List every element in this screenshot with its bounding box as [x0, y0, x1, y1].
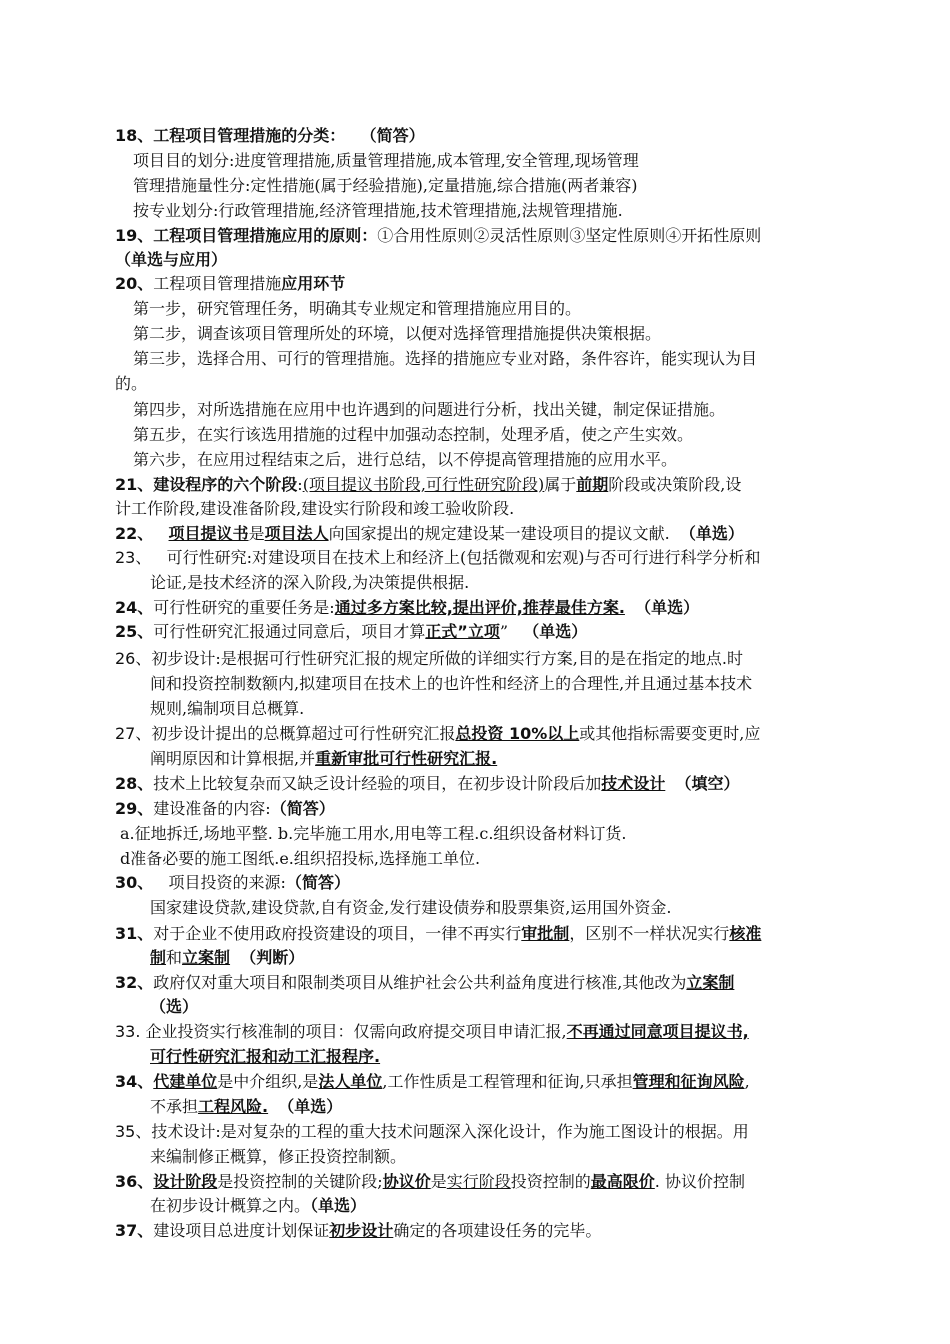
item-20-heading: 20、工程项目管理措施应用环节: [115, 274, 346, 293]
item-27-line-1: 27、初步设计提出的总概算超过可行性研究汇报总投资 10%以上或其他指标需要变更时,应: [115, 724, 761, 743]
item-28: 28、技术上比较复杂而又缺乏设计经验的项目，在初步设计阶段后加技术设计 （填空）: [115, 774, 740, 793]
item-26-line-3: 规则,编制项目总概算.: [150, 699, 305, 718]
item-18-line-3: 按专业划分:行政管理措施,经济管理措施,技术管理措施,法规管理措施.: [133, 201, 623, 220]
item-18-heading: 18、工程项目管理措施的分类： （简答）: [115, 126, 425, 145]
item-20-step-2: 第二步，调查该项目管理所处的环境，以便对选择管理措施提供决策根据。: [133, 324, 662, 343]
item-20-step-5: 第五步，在实行该选用措施的过程中加强动态控制，处理矛盾，使之产生实效。: [133, 425, 694, 444]
item-23-line-1: 23、 可行性研究:对建设项目在技术上和经济上(包括微观和宏观)与否可行进行科学分析和: [115, 548, 761, 567]
item-25: 25、可行性研究汇报通过同意后，项目才算正式”立项” （单选）: [115, 622, 588, 641]
item-22: 22、 项目提议书是项目法人向国家提出的规定建设某一建设项目的提议文献. （单选）: [115, 524, 744, 543]
item-35-line-1: 35、技术设计:是对复杂的工程的重大技术问题深入深化设计，作为施工图设计的根据。用: [115, 1122, 749, 1141]
item-33-line-2: 可行性研究汇报和动工汇报程序.: [150, 1047, 381, 1066]
item-29-heading: 29、建设准备的内容:（简答）: [115, 799, 335, 818]
item-26-line-1: 26、初步设计:是根据可行性研究汇报的规定所做的详细实行方案,目的是在指定的地点.时: [115, 649, 743, 668]
item-33-line-1: 33. 企业投资实行核准制的项目：仅需向政府提交项目申请汇报,不再通过同意项目提议书,: [115, 1022, 749, 1041]
item-36-line-1: 36、设计阶段是投资控制的关键阶段;协议价是实行阶段投资控制的最高限价. 协议价控制: [115, 1172, 745, 1191]
item-20-step-3: 第三步，选择合用、可行的管理措施。选择的措施应专业对路，条件容许，能实现认为目: [133, 349, 758, 368]
item-18-line-1: 项目目的划分:进度管理措施,质量管理措施,成本管理,安全管理,现场管理: [133, 151, 639, 170]
item-34-line-1: 34、代建单位是中介组织,是法人单位,工作性质是工程管理和征询,只承担管理和征询风险,: [115, 1072, 750, 1091]
item-29-line-1: a.征地拆迁,场地平整. b.完毕施工用水,用电等工程.c.组织设备材料订货.: [120, 824, 627, 843]
item-36-line-2: 在初步设计概算之内。（单选）: [150, 1196, 367, 1215]
item-18-line-2: 管理措施量性分:定性措施(属于经验措施),定量措施,综合措施(两者兼容): [133, 176, 638, 195]
item-32-line-1: 32、政府仅对重大项目和限制类项目从维护社会公共利益角度进行核准,其他改为立案制: [115, 973, 735, 992]
item-19-heading: 19、工程项目管理措施应用的原则：①合用性原则②灵活性原则③坚定性原则④开拓性原则: [115, 226, 762, 245]
item-30-heading: 30、 项目投资的来源:（简答）: [115, 873, 350, 892]
item-31-line-2: 制和立案制 （判断）: [150, 948, 305, 967]
item-37: 37、建设项目总进度计划保证初步设计确定的各项建设任务的完毕。: [115, 1221, 602, 1240]
item-20-step-1: 第一步，研究管理任务，明确其专业规定和管理措施应用目的。: [133, 299, 582, 318]
item-23-line-2: 论证,是技术经济的深入阶段,为决策提供根据.: [150, 573, 470, 592]
item-20-step-4: 第四步，对所选措施在应用中也许遇到的问题进行分析，找出关键，制定保证措施。: [133, 400, 726, 419]
item-34-line-2: 不承担工程风险. （单选）: [150, 1097, 343, 1116]
item-24: 24、可行性研究的重要任务是:通过多方案比较,提出评价,推荐最佳方案. （单选）: [115, 598, 700, 617]
item-21-line-2: 计工作阶段,建设准备阶段,建设实行阶段和竣工验收阶段.: [115, 499, 515, 518]
item-20-step-3-cont: 的。: [115, 374, 148, 393]
item-21-line-1: 21、建设程序的六个阶段:(项目提议书阶段,可行性研究阶段)属于前期阶段或决策阶段,设: [115, 475, 742, 494]
item-19-tag: （单选与应用）: [115, 250, 228, 269]
item-26-line-2: 间和投资控制数额内,拟建项目在技术上的也许性和经济上的合理性,并且通过基本技术: [150, 674, 753, 693]
item-29-line-2: d准备必要的施工图纸.e.组织招投标,选择施工单位.: [120, 849, 481, 868]
item-32-line-2: （选）: [150, 997, 199, 1016]
item-20-step-6: 第六步，在应用过程结束之后，进行总结，以不停提高管理措施的应用水平。: [133, 450, 678, 469]
item-27-line-2: 阐明原因和计算根据,并重新审批可行性研究汇报.: [150, 749, 498, 768]
item-30-line-1: 国家建设贷款,建设贷款,自有资金,发行建设债券和股票集资,运用国外资金.: [150, 898, 672, 917]
item-35-line-2: 来编制修正概算，修正投资控制额。: [150, 1147, 407, 1166]
item-31-line-1: 31、对于企业不使用政府投资建设的项目，一律不再实行审批制，区别不一样状况实行核准: [115, 924, 762, 943]
